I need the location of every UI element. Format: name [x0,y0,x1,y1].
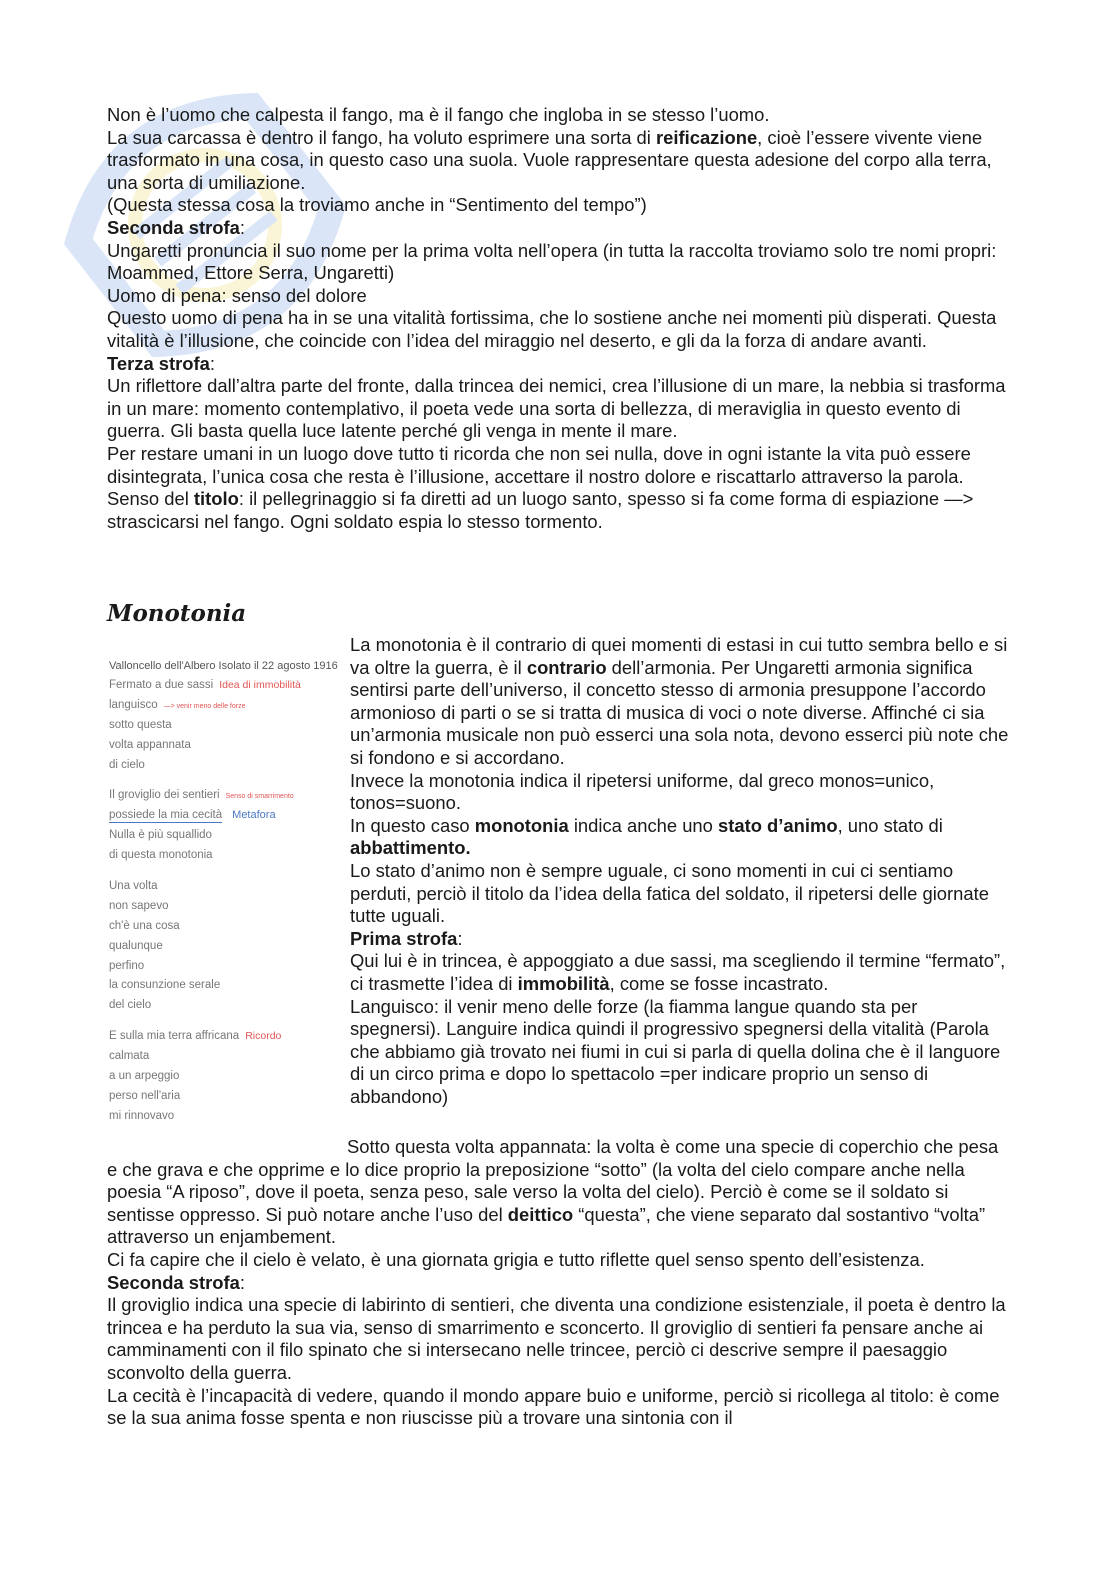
poem-line: ch'è una cosa [109,919,180,932]
paragraph: Il groviglio indica una specie di labirinto di sentieri, che diventa una condizione esistenziale, il poeta è dentro la trincea e ha perduto la sua via, senso di smarrimento e sconcerto. Il groviglio di sentieri fa pensare anche ai camminamenti con il filo spinato che si intersecano nelle trincee, perciò ci descrive sempre il paesaggio sconvolto della guerra. [107,1294,1006,1383]
poem-line: possiede la mia cecità Metafora [109,809,276,822]
intro-line-2: La sua carcassa è dentro il fango, ha voluto esprimere una sorta di reificazione, cioè l’essere vivente viene trasformato in una cosa, in questo caso una suola. Vuole rappresentare questa adesione del corpo alla terra, una sorta di umiliazione. [107,126,992,193]
heading-prima-strofa: Prima strofa: [350,927,463,949]
annotation: Senso di smarrimento [225,793,294,801]
poem-line: a un arpeggio [109,1070,180,1083]
poem-line: Una volta [109,880,158,893]
poem-line: di questa monotonia [109,849,213,862]
paragraph: Ci fa capire che il cielo è velato, è una giornata grigia e tutto riflette quel senso spento dell’esistenza. [107,1248,925,1270]
poem-line: sotto questa [109,718,172,731]
poem-line: mi rinnovavo [109,1109,175,1122]
poem-line: languisco —> venir meno delle forze [109,698,246,711]
poem-line: la consunzione serale [109,979,221,992]
paragraph: Sotto questa volta appannata: la volta è come una specie di coperchio che pesa e che grava e che opprime e lo dice proprio la preposizione “sotto” (la volta del cielo compare anche nella poesia “A riposo”, dove il poeta, senza peso, sale verso la volta del cielo). Perciò è come se il soldato si sentisse oppresso. Si può notare anche l’uso del deittico “questa”, che viene separato dal sostantivo “volta” attraverso un enjambement. [107,1136,999,1248]
paragraph: Uomo di pena: senso del dolore [107,284,367,306]
heading-seconda-strofa: Seconda strofa: [107,1271,245,1293]
poem-line: perfino [109,959,145,972]
paragraph: La monotonia è il contrario di quei momenti di estasi in cui tutto sembra bello e si va oltre la guerra, è il contrario dell’armonia. Per Ungaretti armonia significa sentirsi parte dell’universo, il concetto stesso di armonia presuppone l’accordo armonioso di parti o se si tratta di musica di voci o note diverse. Affinché ci sia un’armonia musicale non può esserci una sola nota, devono esserci più note che si fondono e si accordano. [350,634,1009,768]
intro-section [107,104,1007,533]
poem-line: calmata [109,1050,150,1063]
heading-seconda-strofa: Seconda strofa: [107,216,245,238]
poem-line: Fermato a due sassi Idea di immobilità [109,679,301,691]
heading-terza-strofa: Terza strofa: [107,352,216,374]
annotation: Idea di immobilità [219,679,301,691]
paragraph: Un riflettore dall’altra parte del fronte, dalla trincea dei nemici, crea l’illusione di un mare, la nebbia si trasforma in un mare: momento contemplativo, il poeta vede una sorta di bellezza, di meraviglia in questo evento di guerra. Gli basta quella luce latente perché gli venga in mente il mare. [107,375,1006,442]
poem-line: del cielo [109,999,152,1012]
paragraph-titolo: Senso del titolo: il pellegrinaggio si fa diretti ad un luogo santo, spesso si fa come forma di espiazione —> strascicarsi nel fango. Ogni soldato espia lo stesso tormento. [107,488,974,532]
poem-line: di cielo [109,758,145,771]
intro-line-1: Non è l’uomo che calpesta il fango, ma è il fango che ingloba in se stesso l’uomo. [107,104,770,125]
paragraph: Ungaretti pronuncia il suo nome per la prima volta nell’opera (in tutta la raccolta troviamo solo tre nomi propri: Moammed, Ettore Serra, Ungaretti) [107,239,997,284]
annotation: Ricordo [245,1030,282,1043]
poem-line: volta appannata [109,738,191,751]
poem-line: qualunque [109,939,163,952]
poem-line: Il groviglio dei sentieri Senso di smarrimento [109,789,294,802]
paragraph: Qui lui è in trincea, è appoggiato a due sassi, ma scegliendo il termine “fermato”, ci trasmette l’idea di immobilità, come se fosse incastrato. [350,950,1006,994]
poem-header: Valloncello dell'Albero Isolato il 22 agosto 1916 [109,660,338,672]
right-column [350,634,1010,1108]
annotation: —> venir meno delle forze [163,702,246,710]
poem-line: Nulla è più squallido [109,829,212,842]
paragraph: Questo uomo di pena ha in se una vitalità fortissima, che lo sostiene anche nei momenti più disperati. Questa vitalità è l’illusione, che coincide con l’idea del miraggio nel deserto, e gli da la forza di andare avanti. [107,307,997,351]
section-title: Monotonia [107,600,247,627]
paragraph: Lo stato d’animo non è sempre uguale, ci sono momenti in cui ci sentiamo perduti, perciò il titolo da l’idea della fatica del soldato, il ripetersi delle giornate tutte uguali. [350,859,989,927]
paragraph: Per restare umani in un luogo dove tutto ti ricorda che non sei nulla, dove in ogni istante la vita può essere disintegrata, l’unica cosa che resta è l’illusione, accettare il nostro dolore e riscattarlo attraverso la parola. [107,442,971,487]
annotation: Metafora [232,809,276,822]
poem-line: E sulla mia terra affricana Ricordo [109,1030,282,1043]
paragraph: Languisco: il venir meno delle forze (la fiamma langue quando sta per spegnersi). Languire indica quindi il progressivo spegnersi della vitalità (Parola che abbiamo già trovato nei fiumi in cui si parla di quella dolina che è il languore di un circo prima e dopo lo spettacolo =per indicare proprio un senso di abbandono) [350,995,1001,1107]
poem-image [109,656,339,1127]
paragraph: Invece la monotonia indica il ripetersi uniforme, dal greco monos=unico, tonos=suono. [350,769,935,814]
paragraph: In questo caso monotonia indica anche uno stato d’animo, uno stato di abbattimento. [350,814,943,859]
intro-line-3: (Questa stessa cosa la troviamo anche in “Sentimento del tempo”) [107,194,647,216]
poem-line: perso nell'aria [109,1089,181,1102]
bottom-section [107,1136,1007,1430]
paragraph: La cecità è l’incapacità di vedere, quando il mondo appare buio e uniforme, perciò si ricollega al titolo: è come se la sua anima fosse spenta e non riuscisse più a trovare una sintonia con il [107,1384,1000,1429]
poem-line: non sapevo [109,899,169,912]
